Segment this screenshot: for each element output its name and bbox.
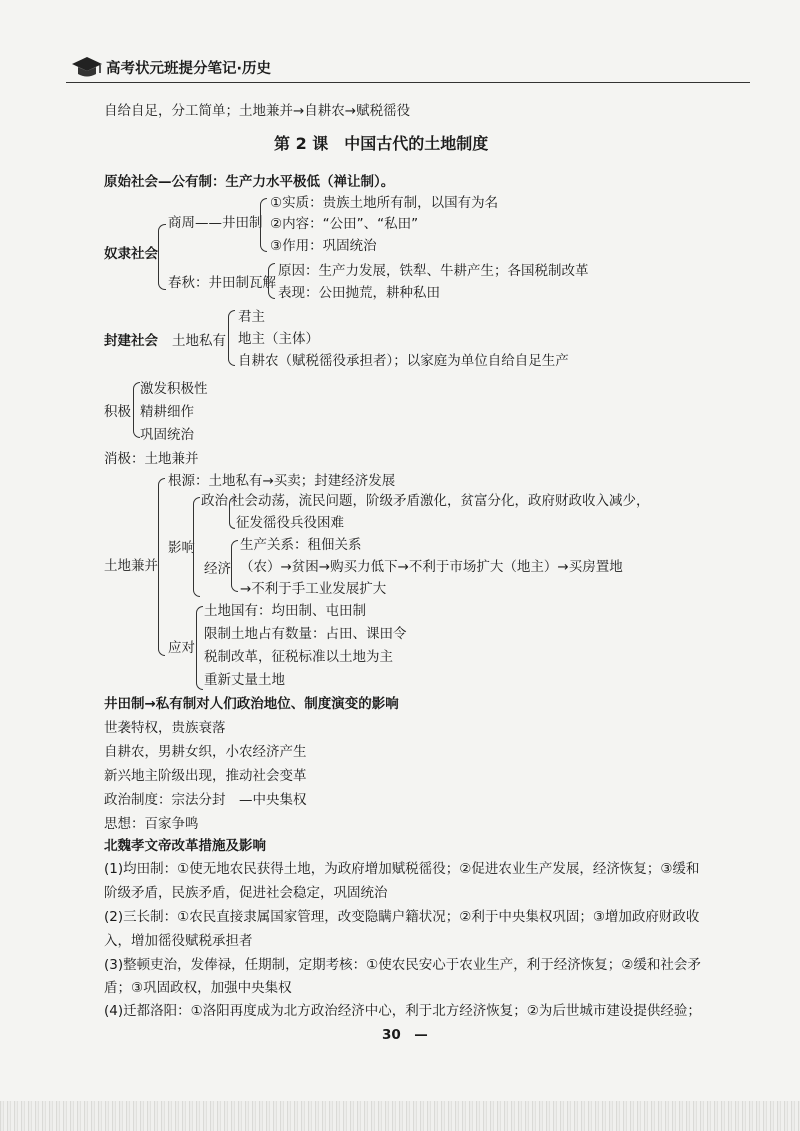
response-item: 税制改革，征税标准以土地为主 [204, 649, 393, 665]
header-title: 高考状元班提分笔记·历史 [106, 61, 272, 77]
positive-item: 巩固统治 [140, 427, 194, 443]
chunqiu-brace [268, 263, 275, 299]
beiwei-line: (3)整顿吏治，发俸禄，任期制，定期考核：①使农民安心于农业生产，利于经济恢复；②缓和社会矛 [104, 957, 701, 973]
annex-label: 土地兼并 [104, 558, 158, 574]
positive-label: 积极 [104, 404, 131, 420]
shang-zhou: 商周——井田制 [168, 215, 263, 231]
slave-brace [158, 224, 166, 290]
politics-label: 政治 [201, 493, 228, 509]
feudal-brace [228, 310, 235, 366]
header-rule [66, 82, 750, 83]
positive-brace [133, 382, 140, 438]
primitive-society: 原始社会—公有制：生产力水平极低（禅让制）。 [104, 174, 395, 190]
shang-item: ②内容：“公田”、“私田” [270, 216, 419, 232]
response-item: 限制土地占有数量：占田、课田令 [204, 626, 407, 642]
shang-item: ③作用：巩固统治 [270, 238, 377, 254]
jingtian-item: 思想：百家争鸣 [104, 816, 199, 832]
feudal-item: 地主（主体） [238, 331, 319, 347]
annex-brace [158, 478, 165, 656]
positive-item: 激发积极性 [140, 381, 208, 397]
economy-item: 生产关系：租佃关系 [240, 537, 362, 553]
slave-society-label: 奴隶社会 [104, 246, 158, 262]
scan-noise-strip [0, 1101, 800, 1131]
chunqiu: 春秋：井田制瓦解 [168, 275, 276, 291]
economy-item: （农）→贫困→购买力低下→不利于市场扩大（地主）→买房置地 [240, 559, 623, 575]
feudal-item: 君主 [238, 309, 265, 325]
feudal-society-label: 封建社会 [104, 333, 158, 349]
economy-item: →不利于手工业发展扩大 [240, 581, 387, 597]
economy-label: 经济 [204, 561, 231, 577]
beiwei-line: (2)三长制：①农民直接隶属国家管理，改变隐瞒户籍状况；②利于中央集权巩固；③增加政府财政收 [104, 909, 700, 925]
lesson-title: 第 2 课 中国古代的土地制度 [274, 134, 489, 153]
chunqiu-item: 原因：生产力发展，铁犁、牛耕产生；各国税制改革 [278, 263, 589, 279]
shang-brace [260, 198, 267, 252]
feudal-item: 自耕农（赋税徭役承担者）；以家庭为单位自给自足生产 [238, 353, 569, 369]
jingtian-item: 政治制度：宗法分封 —中央集权 [104, 792, 307, 808]
beiwei-line: 盾；③巩固政权，加强中央集权 [104, 980, 292, 996]
jingtian-item: 新兴地主阶级出现，推动社会变革 [104, 768, 307, 784]
politics-item: 征发徭役兵役困难 [236, 515, 344, 531]
negative-line: 消极：土地兼并 [104, 451, 199, 467]
beiwei-line: (4)迁都洛阳：①洛阳再度成为北方政治经济中心，利于北方经济恢复；②为后世城市建设提供经验； [104, 1003, 701, 1019]
jingtian-title: 井田制→私有制对人们政治地位、制度演变的影响 [104, 696, 399, 712]
beiwei-line: 阶级矛盾，民族矛盾，促进社会稳定，巩固统治 [104, 885, 388, 901]
intro-line: 自给自足，分工简单；土地兼并→自耕农→赋税徭役 [104, 103, 411, 119]
beiwei-line: 入，增加徭役赋税承担者 [104, 933, 253, 949]
chunqiu-item: 表现：公田抛荒，耕种私田 [278, 285, 440, 301]
response-item: 土地国有：均田制、屯田制 [204, 603, 366, 619]
annex-impact: 影响 [168, 540, 195, 556]
response-brace [196, 606, 203, 690]
response-item: 重新丈量土地 [204, 672, 285, 688]
economy-brace [231, 540, 238, 592]
page-number: 30 — [382, 1027, 428, 1043]
annex-response: 应对 [168, 640, 195, 656]
shang-item: ①实质：贵族土地所有制，以国有为名 [270, 195, 499, 211]
impact-brace [193, 497, 200, 597]
jingtian-item: 世袭特权，贵族衰落 [104, 720, 226, 736]
feudal-private-land: 土地私有 [172, 333, 226, 349]
beiwei-line: (1)均田制：①使无地农民获得土地，为政府增加赋税徭役；②促进农业生产发展，经济恢复；③缓和 [104, 861, 700, 877]
annex-root: 根源：土地私有→买卖；封建经济发展 [168, 473, 396, 489]
politics-item: 社会动荡，流民问题，阶级矛盾激化，贫富分化，政府财政收入减少， [231, 493, 650, 509]
beiwei-title: 北魏孝文帝改革措施及影响 [104, 838, 266, 854]
graduation-cap-icon [70, 54, 104, 80]
jingtian-item: 自耕农，男耕女织，小农经济产生 [104, 744, 307, 760]
positive-item: 精耕细作 [140, 404, 194, 420]
